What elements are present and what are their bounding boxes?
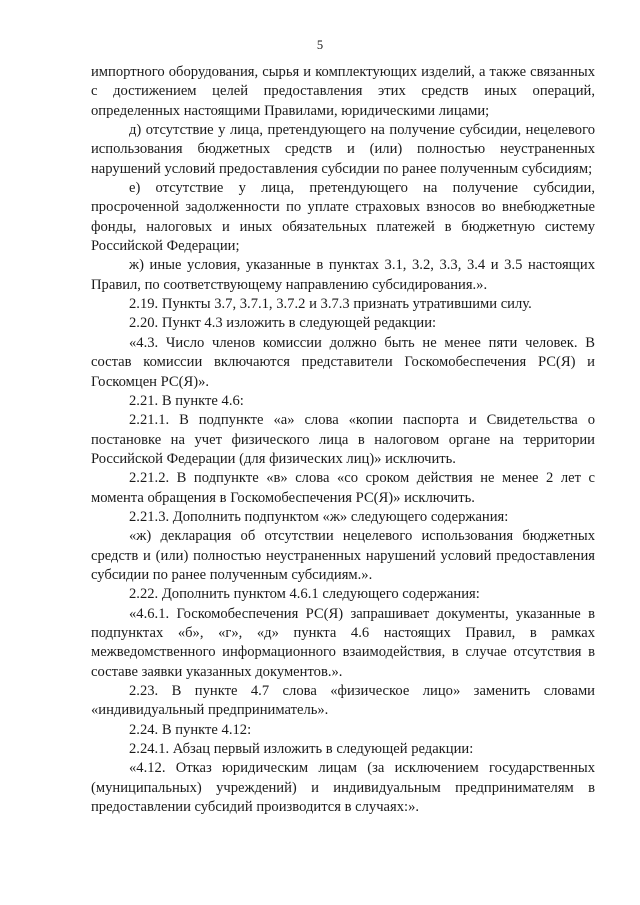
paragraph-2-24-1: 2.24.1. Абзац первый изложить в следующей редакции: <box>129 741 474 758</box>
paragraph-2-22: 2.22. Дополнить пунктом 4.6.1 следующего содержания: <box>129 586 480 603</box>
paragraph-2-23: 2.23. В пункте 4.7 слова «физическое лицо» заменить словами «индивидуальный предприниматель». <box>91 683 595 719</box>
paragraph-4-12-quote: «4.12. Отказ юридическим лицам (за исключением государственных (муниципальных) учреждений) и индивидуальным предпринимателям в предоставлении субсидий производится в случаях:». <box>91 760 595 816</box>
paragraph-2-24: 2.24. В пункте 4.12: <box>129 721 252 738</box>
page-number: 5 <box>316 38 324 52</box>
paragraph-2-20: 2.20. Пункт 4.3 изложить в следующей редакции: <box>129 315 437 332</box>
paragraph-2-21-2: 2.21.2. В подпункте «в» слова «со сроком действия не менее 2 лет с момента обращения в Госкомобеспечения РС(Я)» исключить. <box>91 470 595 506</box>
paragraph-2-19: 2.19. Пункты 3.7, 3.7.1, 3.7.2 и 3.7.3 признать утратившими силу. <box>129 296 532 313</box>
paragraph-zh-quote: «ж) декларация об отсутствии нецелевого использования бюджетных средств и (или) полностью неустраненных нарушений условий предоставления субсидии по ранее полученным субсидиям.». <box>91 528 595 583</box>
paragraph-item-d: д) отсутствие у лица, претендующего на получение субсидии, нецелевого использования бюджетных средств и (или) полностью неустраненных нарушений условий предоставления субсидии по ранее полученным субсидиям; <box>91 122 595 177</box>
paragraph-2-21-3: 2.21.3. Дополнить подпунктом «ж» следующего содержания: <box>129 508 509 525</box>
paragraph-4-3-quote: «4.3. Число членов комиссии должно быть не менее пяти человек. В состав комиссии включаются представители Госкомобеспечения РС(Я) и Госкомцен РС(Я)». <box>91 334 595 390</box>
paragraph-2-21-1: 2.21.1. В подпункте «а» слова «копии паспорта и Свидетельства о постановке на учет физического лица в налоговом органе на территории Российской Федерации (для физических лиц)» исключить. <box>91 412 595 467</box>
paragraph-continuation: импортного оборудования, сырья и комплектующих изделий, а также связанных с достижением целей предоставления этих средств иных операций, определенных настоящими Правилами, юридическими лицами; <box>91 64 595 119</box>
paragraph-item-zh: ж) иные условия, указанные в пунктах 3.1, 3.2, 3.3, 3.4 и 3.5 настоящих Правил, по соответствующему направлению субсидирования.». <box>91 257 595 293</box>
paragraph-4-6-1-quote: «4.6.1. Госкомобеспечения РС(Я) запрашивает документы, указанные в подпунктах «б», «г», «д» пункта 4.6 настоящих Правил, в рамках межведомственного информационного взаимодействия, в случае отсутствия в составе заявки указанных документов.». <box>91 605 595 680</box>
paragraph-2-21: 2.21. В пункте 4.6: <box>129 392 244 409</box>
document-body <box>91 63 595 817</box>
paragraph-item-e: е) отсутствие у лица, претендующего на получение субсидии, просроченной задолженности по уплате страховых взносов во внебюджетные фонды, налоговых и иных обязательных платежей в бюджетную систему Российской Федерации; <box>91 180 595 255</box>
